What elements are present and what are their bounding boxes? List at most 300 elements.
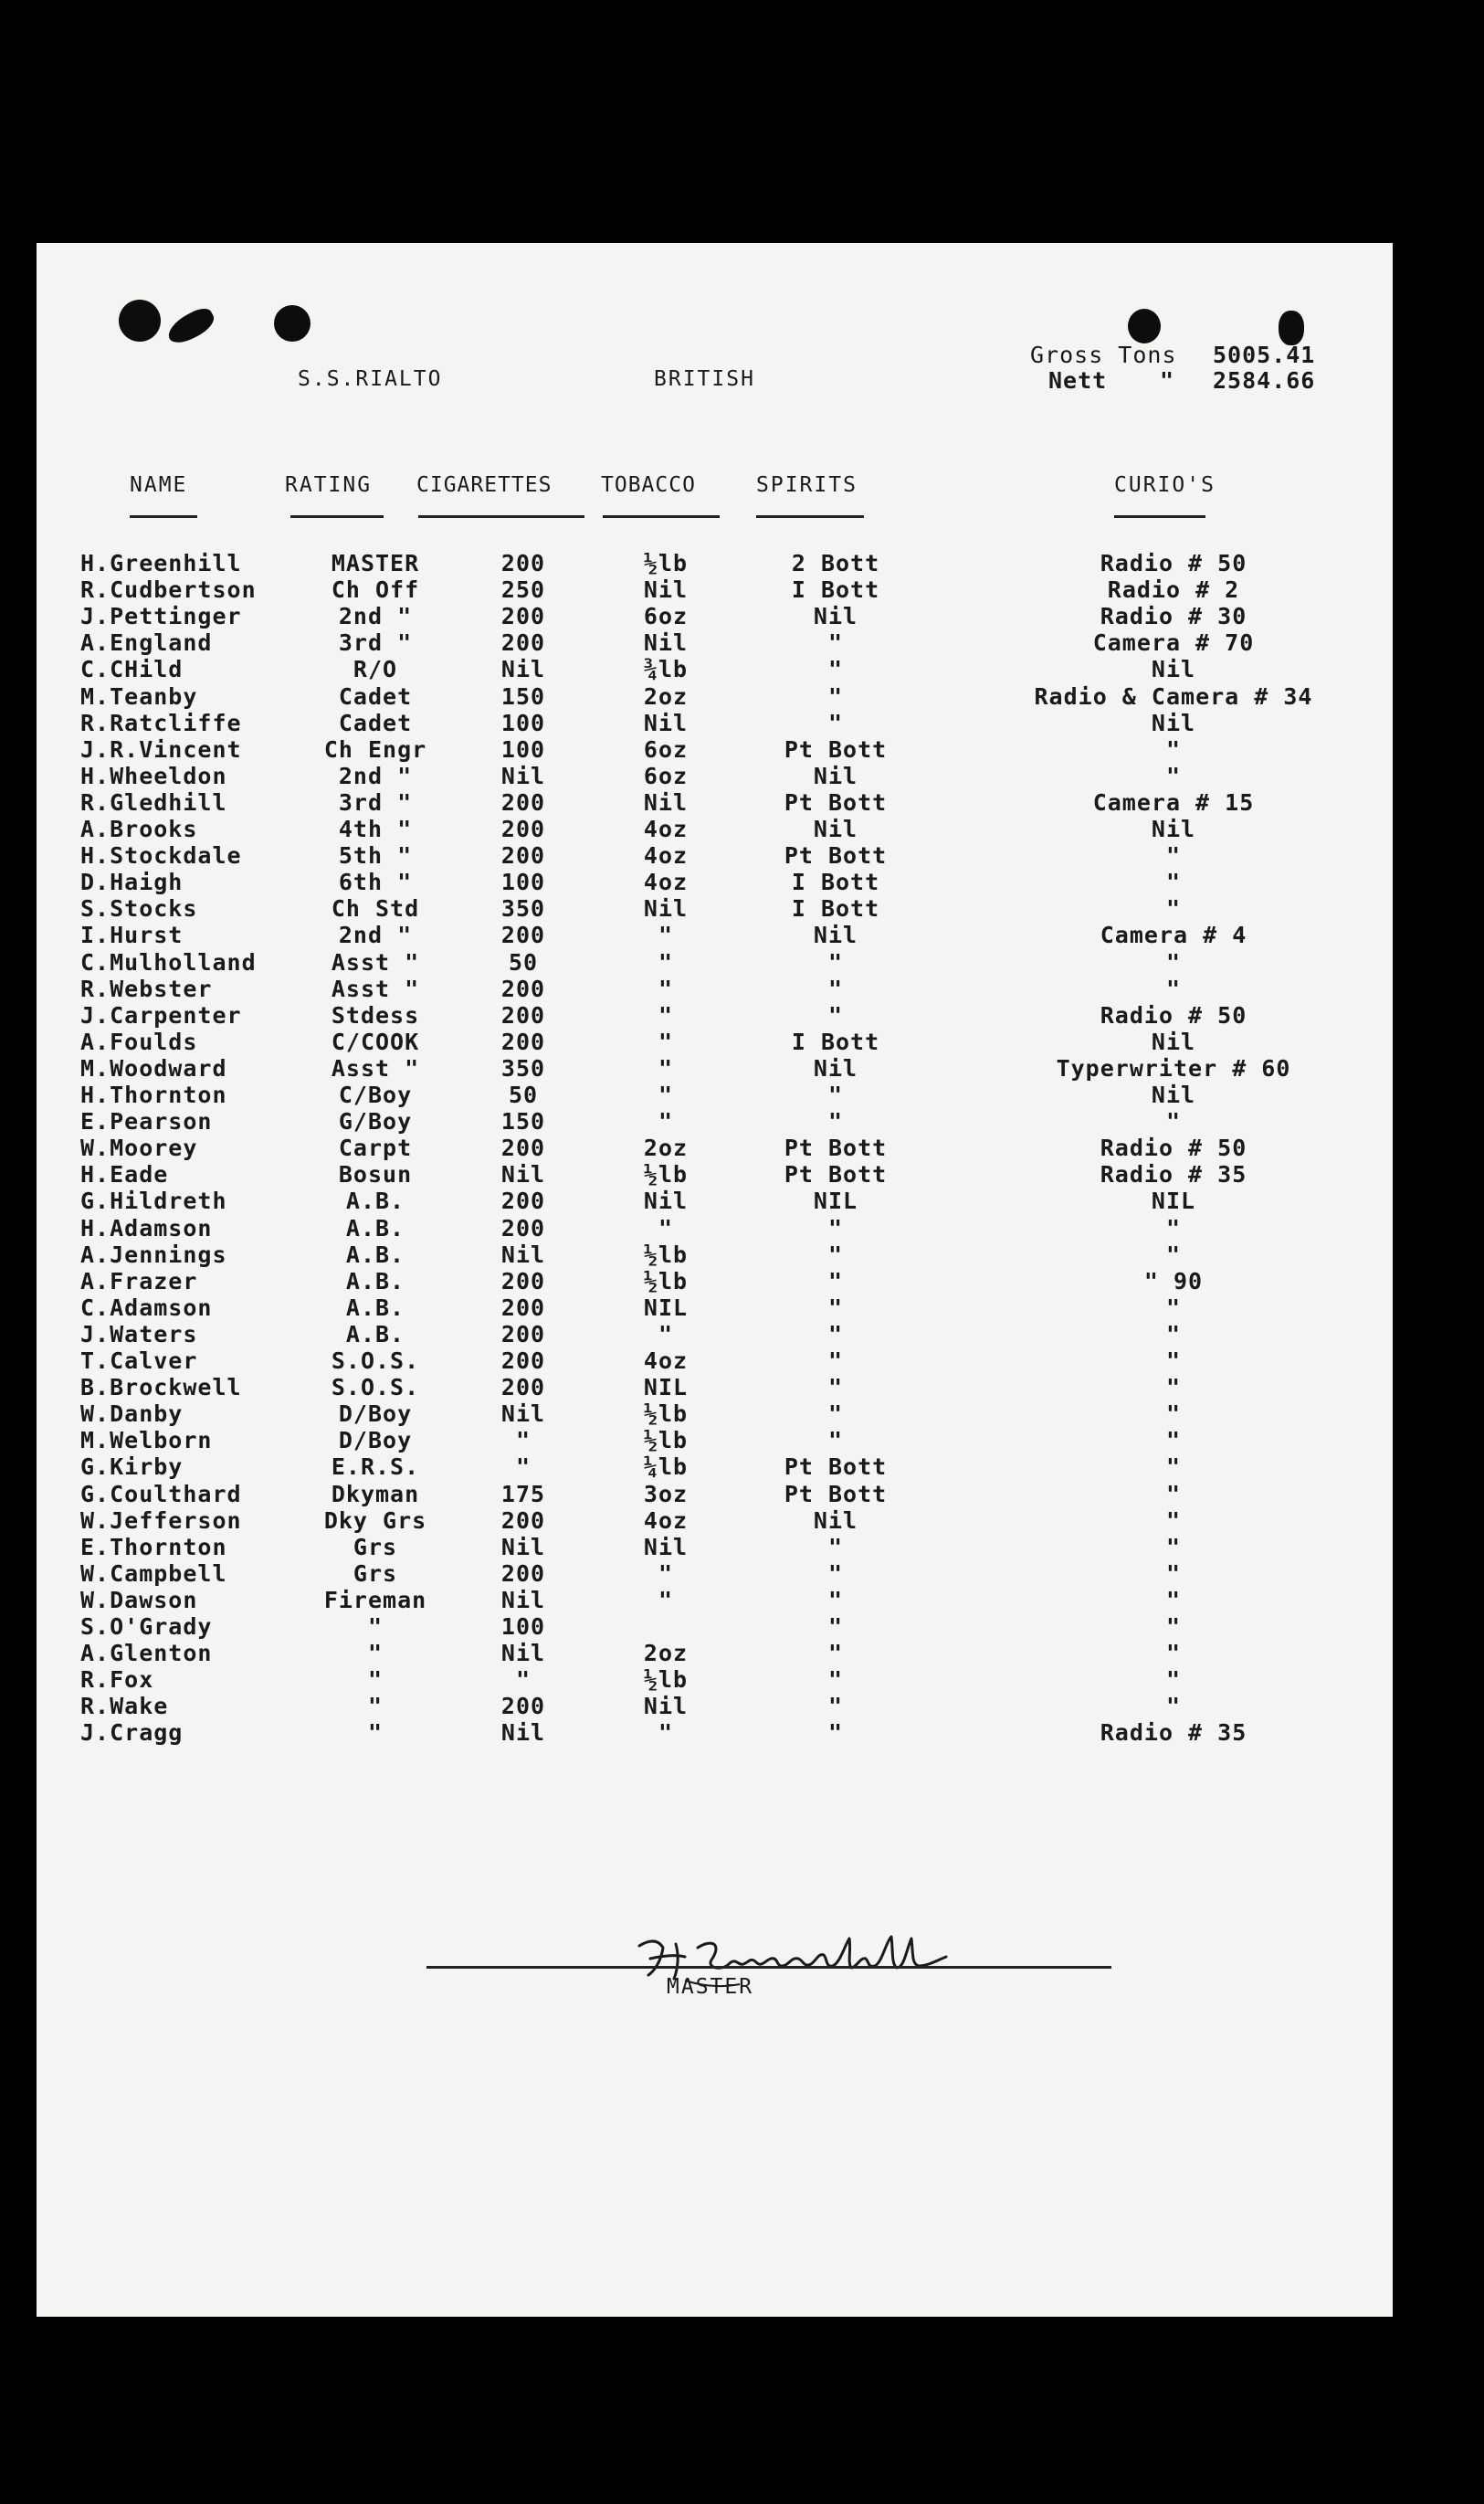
- crew-rating: Stdess: [331, 1001, 420, 1029]
- crew-rating: Carpt: [338, 1135, 413, 1162]
- crew-rating: ": [367, 1640, 384, 1667]
- table-row: [37, 763, 1393, 789]
- table-row: [37, 1029, 1393, 1055]
- crew-tobacco: ": [658, 1054, 674, 1082]
- table-row: [37, 1587, 1393, 1613]
- crew-name: G.Coulthard: [80, 1480, 242, 1507]
- crew-cigarettes: Nil: [500, 1400, 546, 1428]
- crew-tobacco: NIL: [643, 1294, 689, 1321]
- crew-name: I.Hurst: [80, 922, 184, 949]
- crew-curios: Nil: [1151, 1082, 1196, 1108]
- crew-spirits: ": [827, 1533, 844, 1560]
- crew-rating: ": [367, 1666, 384, 1694]
- crew-tobacco: ½lb: [643, 1666, 689, 1694]
- crew-cigarettes: 100: [500, 709, 546, 736]
- crew-tobacco: ": [658, 1320, 674, 1347]
- crew-name: A.England: [80, 629, 213, 657]
- document-page: [37, 243, 1393, 2317]
- crew-name: R.Webster: [80, 975, 213, 1002]
- crew-tobacco: 4oz: [643, 816, 689, 842]
- crew-rating: Bosun: [338, 1161, 413, 1189]
- crew-cigarettes: 100: [500, 735, 546, 763]
- crew-name: T.Calver: [80, 1347, 198, 1374]
- crew-tobacco: Nil: [643, 1188, 689, 1215]
- crew-spirits: ": [827, 709, 844, 736]
- column-header-tobacco: TOBACCO: [601, 473, 696, 497]
- crew-name: C.Adamson: [80, 1294, 213, 1321]
- table-row: [37, 1507, 1393, 1534]
- crew-cigarettes: 200: [500, 1028, 546, 1055]
- crew-name: A.Jennings: [80, 1241, 227, 1268]
- table-row: [37, 1161, 1393, 1188]
- crew-tobacco: 6oz: [643, 603, 689, 630]
- table-row: [37, 1640, 1393, 1666]
- crew-tobacco: ": [658, 1001, 674, 1029]
- crew-spirits: Pt Bott: [784, 1135, 888, 1162]
- crew-tobacco: ": [658, 975, 674, 1002]
- crew-name: M.Welborn: [80, 1427, 213, 1454]
- column-header-curios: CURIO'S: [1114, 473, 1216, 497]
- crew-curios: Nil: [1151, 656, 1196, 683]
- crew-rating: E.R.S.: [331, 1453, 420, 1481]
- crew-cigarettes: 200: [500, 1001, 546, 1029]
- crew-spirits: Nil: [813, 762, 858, 789]
- crew-rating: Fireman: [323, 1586, 427, 1613]
- crew-cigarettes: ": [515, 1666, 532, 1694]
- crew-spirits: ": [827, 1294, 844, 1321]
- crew-tobacco: Nil: [643, 576, 689, 604]
- table-row: [37, 576, 1393, 603]
- crew-spirits: ": [827, 1267, 844, 1294]
- table-row: [37, 1108, 1393, 1135]
- crew-cigarettes: ": [515, 1427, 532, 1454]
- crew-spirits: NIL: [813, 1188, 858, 1215]
- table-row: [37, 629, 1393, 656]
- crew-tobacco: ": [658, 1108, 674, 1136]
- crew-curios: ": [1165, 1427, 1182, 1454]
- crew-tobacco: Nil: [643, 1693, 689, 1720]
- crew-curios: ": [1165, 1241, 1182, 1268]
- crew-curios: Radio # 50: [1100, 1001, 1247, 1029]
- crew-cigarettes: 250: [500, 576, 546, 604]
- crew-spirits: ": [827, 1347, 844, 1374]
- crew-tobacco: ¾lb: [643, 656, 689, 683]
- crew-cigarettes: 200: [500, 629, 546, 657]
- table-row: [37, 1374, 1393, 1400]
- crew-cigarettes: 200: [500, 1374, 546, 1401]
- crew-rating: Ch Off: [331, 576, 420, 604]
- crew-spirits: Pt Bott: [784, 1480, 888, 1507]
- crew-cigarettes: 200: [500, 1214, 546, 1241]
- crew-spirits: Pt Bott: [784, 735, 888, 763]
- crew-cigarettes: Nil: [500, 1640, 546, 1667]
- crew-curios: ": [1165, 1320, 1182, 1347]
- crew-tobacco: ": [658, 1559, 674, 1587]
- crew-spirits: Pt Bott: [784, 788, 888, 816]
- crew-cigarettes: Nil: [500, 1533, 546, 1560]
- crew-curios: ": [1165, 1613, 1182, 1640]
- table-row: [37, 1400, 1393, 1427]
- crew-rating: A.B.: [345, 1214, 405, 1241]
- crew-curios: Nil: [1151, 709, 1196, 736]
- crew-curios: ": [1165, 762, 1182, 789]
- column-underline-spirits: [756, 515, 864, 518]
- table-row: [37, 922, 1393, 948]
- crew-tobacco: 4oz: [643, 842, 689, 870]
- ship-name: S.S.RIALTO: [298, 367, 443, 391]
- crew-curios: Camera # 4: [1100, 922, 1247, 949]
- crew-name: H.Adamson: [80, 1214, 213, 1241]
- crew-spirits: ": [827, 1613, 844, 1640]
- crew-name: A.Brooks: [80, 816, 198, 842]
- crew-rating: Asst ": [331, 1054, 420, 1082]
- crew-tobacco: 4oz: [643, 869, 689, 896]
- crew-cigarettes: 200: [500, 1693, 546, 1720]
- crew-spirits: ": [827, 1666, 844, 1694]
- crew-cigarettes: 350: [500, 895, 546, 923]
- crew-name: R.Cudbertson: [80, 576, 257, 604]
- crew-curios: ": [1165, 1347, 1182, 1374]
- crew-name: E.Thornton: [80, 1533, 227, 1560]
- crew-name: H.Greenhill: [80, 550, 242, 576]
- crew-cigarettes: 200: [500, 842, 546, 870]
- crew-rating: Grs: [353, 1533, 398, 1560]
- crew-cigarettes: 100: [500, 1613, 546, 1640]
- table-row: [37, 976, 1393, 1002]
- crew-cigarettes: Nil: [500, 656, 546, 683]
- table-row: [37, 1347, 1393, 1374]
- nett-tons-value: 2584.66: [1213, 367, 1316, 394]
- table-row: [37, 949, 1393, 976]
- crew-rating: C/Boy: [338, 1082, 413, 1108]
- crew-cigarettes: 200: [500, 1320, 546, 1347]
- crew-spirits: ": [827, 1241, 844, 1268]
- crew-cigarettes: 200: [500, 1347, 546, 1374]
- crew-spirits: I Bott: [791, 576, 880, 604]
- crew-cigarettes: Nil: [500, 1586, 546, 1613]
- crew-rating: G/Boy: [338, 1108, 413, 1136]
- table-row: [37, 895, 1393, 922]
- crew-name: M.Teanby: [80, 682, 198, 710]
- crew-name: C.CHild: [80, 656, 184, 683]
- signature-line: [426, 1966, 1111, 1969]
- crew-name: E.Pearson: [80, 1108, 213, 1136]
- crew-rating: Grs: [353, 1559, 398, 1587]
- crew-tobacco: ½lb: [643, 1267, 689, 1294]
- crew-name: G.Hildreth: [80, 1188, 227, 1215]
- table-row: [37, 1719, 1393, 1746]
- crew-cigarettes: 100: [500, 869, 546, 896]
- crew-spirits: I Bott: [791, 869, 880, 896]
- crew-curios: ": [1165, 1666, 1182, 1694]
- column-header-cigarettes: CIGARETTES: [416, 473, 553, 497]
- column-header-rating: RATING: [285, 473, 373, 497]
- crew-name: A.Foulds: [80, 1028, 198, 1055]
- crew-tobacco: NIL: [643, 1374, 689, 1401]
- crew-curios: ": [1165, 1640, 1182, 1667]
- crew-cigarettes: 150: [500, 682, 546, 710]
- crew-tobacco: ": [658, 1082, 674, 1108]
- crew-tobacco: ": [658, 1719, 674, 1747]
- crew-spirits: I Bott: [791, 895, 880, 923]
- crew-tobacco: Nil: [643, 629, 689, 657]
- table-row: [37, 1453, 1393, 1480]
- crew-tobacco: 6oz: [643, 735, 689, 763]
- crew-name: S.O'Grady: [80, 1613, 213, 1640]
- table-row: [37, 1188, 1393, 1214]
- crew-curios: ": [1165, 1559, 1182, 1587]
- crew-cigarettes: 50: [508, 1082, 539, 1108]
- table-row: [37, 603, 1393, 629]
- signature-title: MASTER: [667, 1975, 754, 1999]
- crew-tobacco: ": [658, 1214, 674, 1241]
- crew-name: H.Wheeldon: [80, 762, 227, 789]
- crew-cigarettes: 50: [508, 948, 539, 976]
- table-row: [37, 1241, 1393, 1268]
- column-header-name: NAME: [130, 473, 188, 497]
- crew-curios: ": [1165, 1453, 1182, 1481]
- column-underline-rating: [290, 515, 384, 518]
- table-row: [37, 1268, 1393, 1294]
- crew-cigarettes: 350: [500, 1054, 546, 1082]
- crew-spirits: ": [827, 1374, 844, 1401]
- torn-mark: [163, 304, 218, 348]
- crew-name: J.Cragg: [80, 1719, 184, 1747]
- crew-spirits: Nil: [813, 1054, 858, 1082]
- crew-rating: 3rd ": [338, 629, 413, 657]
- crew-curios: ": [1165, 1108, 1182, 1136]
- crew-rating: ": [367, 1693, 384, 1720]
- crew-spirits: ": [827, 1400, 844, 1428]
- table-row: [37, 710, 1393, 736]
- crew-rating: A.B.: [345, 1241, 405, 1268]
- table-row: [37, 1002, 1393, 1029]
- crew-curios: Radio # 50: [1100, 550, 1247, 576]
- crew-spirits: Pt Bott: [784, 842, 888, 870]
- gross-tons-label: Gross Tons: [1030, 342, 1177, 368]
- crew-spirits: Pt Bott: [784, 1453, 888, 1481]
- crew-curios: ": [1165, 735, 1182, 763]
- crew-name: A.Frazer: [80, 1267, 198, 1294]
- crew-name: B.Brockwell: [80, 1374, 242, 1401]
- punch-hole-left-2: [274, 305, 310, 342]
- crew-spirits: ": [827, 1082, 844, 1108]
- crew-cigarettes: 150: [500, 1108, 546, 1136]
- crew-spirits: ": [827, 1427, 844, 1454]
- crew-rating: 5th ": [338, 842, 413, 870]
- crew-cigarettes: 200: [500, 550, 546, 576]
- table-row: [37, 1294, 1393, 1321]
- crew-curios: Radio # 35: [1100, 1161, 1247, 1189]
- crew-tobacco: Nil: [643, 709, 689, 736]
- crew-tobacco: Nil: [643, 1533, 689, 1560]
- crew-rating: A.B.: [345, 1294, 405, 1321]
- crew-name: J.R.Vincent: [80, 735, 242, 763]
- crew-rating: C/COOK: [331, 1028, 420, 1055]
- crew-name: S.Stocks: [80, 895, 198, 923]
- crew-curios: Radio # 50: [1100, 1135, 1247, 1162]
- crew-curios: ": [1165, 1480, 1182, 1507]
- crew-tobacco: ¼lb: [643, 1453, 689, 1481]
- crew-curios: Nil: [1151, 1028, 1196, 1055]
- crew-curios: Camera # 70: [1092, 629, 1255, 657]
- crew-name: W.Campbell: [80, 1559, 227, 1587]
- crew-spirits: ": [827, 1586, 844, 1613]
- crew-curios: ": [1165, 1586, 1182, 1613]
- crew-spirits: Pt Bott: [784, 1161, 888, 1189]
- crew-cigarettes: Nil: [500, 1161, 546, 1189]
- crew-rating: 2nd ": [338, 603, 413, 630]
- crew-curios: Camera # 15: [1092, 788, 1255, 816]
- table-row: [37, 736, 1393, 763]
- crew-name: R.Ratcliffe: [80, 709, 242, 736]
- crew-cigarettes: 200: [500, 922, 546, 949]
- crew-name: R.Fox: [80, 1666, 154, 1694]
- crew-name: W.Dawson: [80, 1586, 198, 1613]
- crew-name: H.Thornton: [80, 1082, 227, 1108]
- table-row: [37, 1055, 1393, 1082]
- crew-spirits: Nil: [813, 603, 858, 630]
- table-row: [37, 842, 1393, 869]
- crew-rating: Ch Std: [331, 895, 420, 923]
- table-row: [37, 1427, 1393, 1453]
- crew-rating: R/O: [353, 656, 398, 683]
- table-row: [37, 1481, 1393, 1507]
- table-row: [37, 789, 1393, 816]
- crew-cigarettes: 200: [500, 1559, 546, 1587]
- crew-curios: ": [1165, 975, 1182, 1002]
- column-underline-cigarettes: [418, 515, 584, 518]
- crew-rating: Dkyman: [331, 1480, 420, 1507]
- crew-tobacco: 6oz: [643, 762, 689, 789]
- crew-tobacco: 2oz: [643, 1640, 689, 1667]
- crew-cigarettes: 200: [500, 603, 546, 630]
- crew-rating: Asst ": [331, 975, 420, 1002]
- column-header-spirits: SPIRITS: [756, 473, 858, 497]
- crew-curios: ": [1165, 1693, 1182, 1720]
- crew-tobacco: ½lb: [643, 1400, 689, 1428]
- crew-cigarettes: 200: [500, 975, 546, 1002]
- punch-hole-left: [119, 300, 161, 342]
- table-row: [37, 1613, 1393, 1640]
- crew-rating: 2nd ": [338, 922, 413, 949]
- table-row: [37, 683, 1393, 710]
- crew-spirits: 2 Bott: [791, 550, 880, 576]
- crew-rating: ": [367, 1613, 384, 1640]
- crew-tobacco: Nil: [643, 895, 689, 923]
- table-row: [37, 1666, 1393, 1693]
- table-row: [37, 1215, 1393, 1241]
- crew-cigarettes: 200: [500, 816, 546, 842]
- table-row: [37, 1693, 1393, 1719]
- crew-spirits: ": [827, 1719, 844, 1747]
- column-underline-curios: [1114, 515, 1205, 518]
- crew-spirits: Nil: [813, 1506, 858, 1534]
- crew-rating: Asst ": [331, 948, 420, 976]
- crew-tobacco: 4oz: [643, 1506, 689, 1534]
- crew-name: M.Woodward: [80, 1054, 227, 1082]
- crew-curios: Radio # 2: [1107, 576, 1240, 604]
- crew-rating: S.O.S.: [331, 1374, 420, 1401]
- crew-spirits: ": [827, 1320, 844, 1347]
- crew-name: W.Moorey: [80, 1135, 198, 1162]
- crew-spirits: ": [827, 1640, 844, 1667]
- table-row: [37, 816, 1393, 842]
- crew-curios: ": [1165, 948, 1182, 976]
- crew-spirits: ": [827, 1693, 844, 1720]
- crew-name: J.Waters: [80, 1320, 198, 1347]
- crew-tobacco: ½lb: [643, 1241, 689, 1268]
- punch-hole-right-2: [1279, 311, 1304, 345]
- crew-curios: ": [1165, 842, 1182, 870]
- table-row: [37, 1560, 1393, 1587]
- crew-tobacco: ": [658, 1028, 674, 1055]
- crew-name: G.Kirby: [80, 1453, 184, 1481]
- crew-tobacco: 3oz: [643, 1480, 689, 1507]
- table-row: [37, 550, 1393, 576]
- column-underline-tobacco: [603, 515, 720, 518]
- crew-curios: Nil: [1151, 816, 1196, 842]
- crew-spirits: ": [827, 1001, 844, 1029]
- crew-rating: 4th ": [338, 816, 413, 842]
- crew-name: D.Haigh: [80, 869, 184, 896]
- crew-rating: Dky Grs: [323, 1506, 427, 1534]
- crew-tobacco: 2oz: [643, 682, 689, 710]
- crew-spirits: ": [827, 656, 844, 683]
- crew-rating: 6th ": [338, 869, 413, 896]
- table-row: [37, 1082, 1393, 1108]
- crew-cigarettes: 200: [500, 1188, 546, 1215]
- crew-name: C.Mulholland: [80, 948, 257, 976]
- crew-rating: D/Boy: [338, 1400, 413, 1428]
- crew-rating: MASTER: [331, 550, 420, 576]
- column-underline-name: [130, 515, 197, 518]
- crew-name: W.Jefferson: [80, 1506, 242, 1534]
- crew-cigarettes: Nil: [500, 1241, 546, 1268]
- crew-rating: A.B.: [345, 1320, 405, 1347]
- crew-rating: ": [367, 1719, 384, 1747]
- crew-tobacco: Nil: [643, 788, 689, 816]
- crew-spirits: ": [827, 1214, 844, 1241]
- crew-curios: ": [1165, 1294, 1182, 1321]
- crew-tobacco: 2oz: [643, 1135, 689, 1162]
- crew-curios: ": [1165, 1214, 1182, 1241]
- table-row: [37, 656, 1393, 682]
- crew-cigarettes: ": [515, 1453, 532, 1481]
- crew-rating: 2nd ": [338, 762, 413, 789]
- crew-tobacco: ½lb: [643, 1161, 689, 1189]
- crew-tobacco: ½lb: [643, 550, 689, 576]
- crew-cigarettes: Nil: [500, 762, 546, 789]
- crew-spirits: ": [827, 629, 844, 657]
- crew-cigarettes: 175: [500, 1480, 546, 1507]
- crew-cigarettes: 200: [500, 1294, 546, 1321]
- crew-tobacco: ": [658, 1586, 674, 1613]
- crew-rating: Cadet: [338, 682, 413, 710]
- crew-name: R.Gledhill: [80, 788, 227, 816]
- crew-spirits: ": [827, 1108, 844, 1136]
- crew-name: J.Carpenter: [80, 1001, 242, 1029]
- table-row: [37, 1321, 1393, 1347]
- crew-curios: Typerwriter # 60: [1056, 1054, 1291, 1082]
- table-row: [37, 1135, 1393, 1161]
- crew-spirits: Nil: [813, 922, 858, 949]
- nationality: BRITISH: [654, 367, 755, 391]
- crew-rating: Cadet: [338, 709, 413, 736]
- crew-spirits: Nil: [813, 816, 858, 842]
- table-row: [37, 869, 1393, 895]
- nett-tons-label: Nett: [1048, 367, 1108, 394]
